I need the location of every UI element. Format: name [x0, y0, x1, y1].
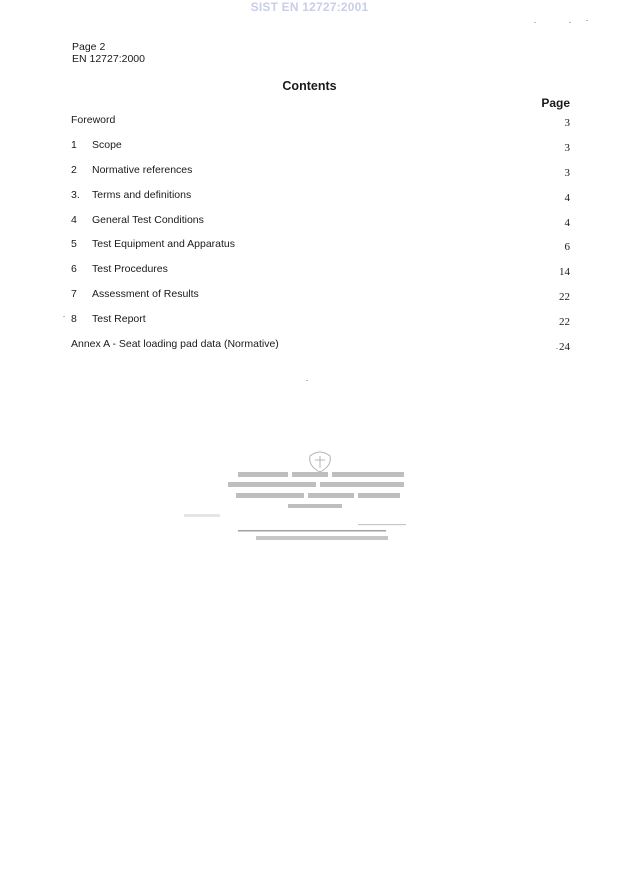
toc-entry-general-test-conditions[interactable]	[71, 214, 570, 239]
document-id: EN 12727:2000	[72, 53, 145, 65]
toc-page-number: 24	[559, 341, 570, 354]
toc-label: Annex A - Seat loading pad data (Normative)	[71, 338, 279, 351]
toc-page-number: 4	[564, 216, 570, 229]
toc-label: Test Report	[92, 313, 146, 326]
toc-section-number: 5	[71, 238, 77, 251]
scan-speck	[534, 22, 536, 23]
toc-label: General Test Conditions	[92, 213, 204, 226]
toc-page-number: 6	[564, 241, 570, 254]
toc-entry-annex-a[interactable]	[71, 338, 570, 363]
toc-page-number: 22	[559, 291, 570, 304]
page-header	[72, 41, 145, 65]
toc-section-number: 8	[71, 313, 77, 326]
scan-speck	[63, 316, 65, 317]
toc-section-number: 6	[71, 263, 77, 276]
toc-page-number: 3	[564, 117, 570, 129]
toc-label: Foreword	[71, 114, 116, 126]
toc-page-number: 3	[564, 141, 570, 154]
toc-label: Scope	[92, 138, 122, 151]
toc-label: Test Procedures	[92, 263, 168, 276]
toc-entry-test-equipment[interactable]	[71, 238, 570, 263]
toc-page-number: 22	[559, 316, 570, 329]
contents-title: Contents	[282, 79, 337, 93]
toc-label: Terms and definitions	[92, 188, 192, 201]
toc-label: Assessment of Results	[92, 288, 199, 301]
institution-stamp-image	[180, 448, 420, 548]
toc-section-number: 7	[71, 288, 77, 301]
table-of-contents	[71, 114, 570, 363]
toc-label: Normative references	[92, 163, 193, 176]
scan-speck	[306, 380, 308, 381]
page-column-label: Page	[541, 96, 570, 110]
toc-section-number: 3.	[71, 188, 80, 201]
toc-entry-normative-references[interactable]	[71, 164, 570, 189]
toc-entry-test-procedures[interactable]	[71, 263, 570, 288]
toc-section-number: 1	[71, 138, 77, 151]
toc-entry-scope[interactable]	[71, 139, 570, 164]
toc-section-number: 2	[71, 163, 77, 176]
toc-entry-assessment-of-results[interactable]	[71, 288, 570, 313]
toc-page-number: 14	[559, 266, 570, 279]
toc-entry-terms-and-definitions[interactable]	[71, 189, 570, 214]
toc-page-number: 3	[564, 166, 570, 179]
toc-entry-test-report[interactable]	[71, 313, 570, 338]
watermark: SIST EN 12727:2001	[250, 0, 369, 14]
page-number: Page 2	[72, 41, 106, 53]
scan-speck	[556, 348, 558, 349]
toc-entry-foreword[interactable]	[71, 114, 570, 139]
scan-speck	[586, 20, 588, 21]
toc-label: Test Equipment and Apparatus	[92, 238, 236, 251]
scan-speck	[569, 22, 571, 23]
toc-page-number: 4	[564, 191, 570, 204]
toc-section-number: 4	[71, 213, 77, 226]
